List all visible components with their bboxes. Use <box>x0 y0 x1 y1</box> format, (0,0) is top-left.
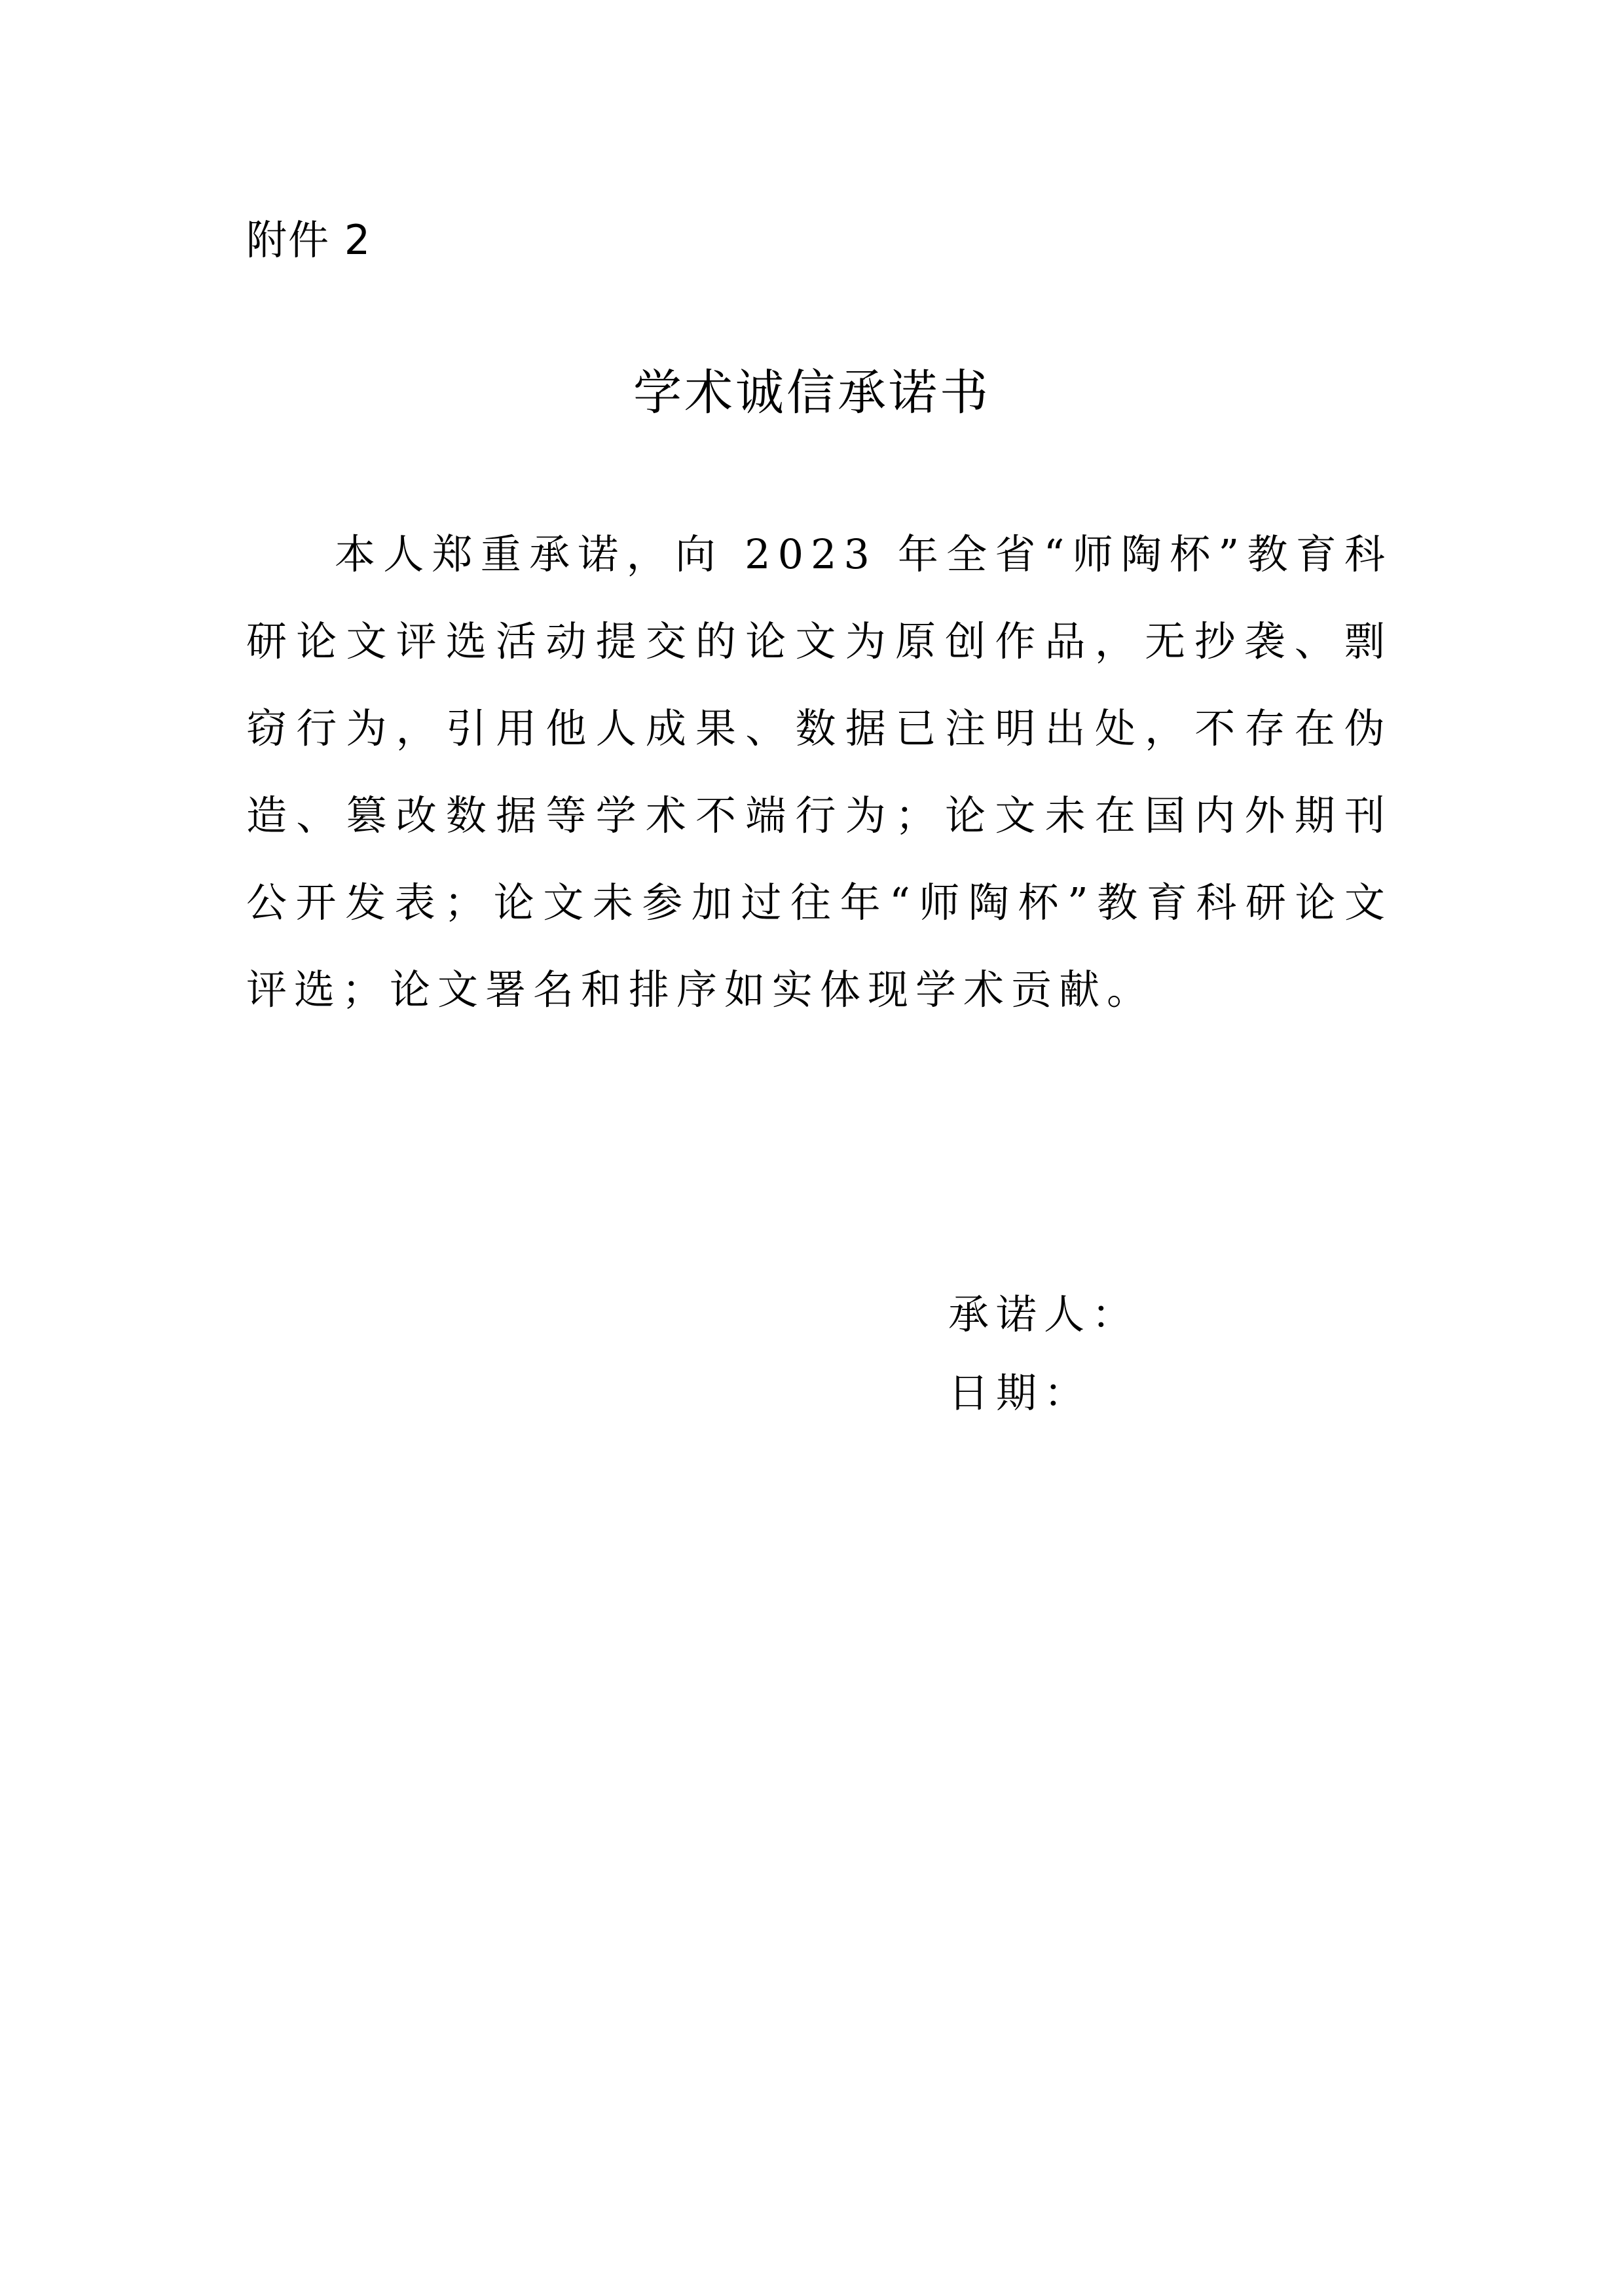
pledge-paragraph: 本人郑重承诺，向 2023 年全省“师陶杯”教育科研论文评选活动提交的论文为原创作品，无抄袭、剽窃行为，引用他人成果、数据已注明出处，不存在伪造、篡改数据等学术不端行为；论文未在国内外期刊公开发表；论文未参加过往年“师陶杯”教育科研论文评选；论文署名和排序如实体现学术贡献。 <box>246 530 1392 1013</box>
document-title: 学术诚信承诺书 <box>633 365 991 421</box>
signatory-label: 承诺人： <box>948 1290 1140 1338</box>
attachment-label: 附件 2 <box>246 216 372 264</box>
signature-block <box>948 1275 1139 1432</box>
date-label: 日期： <box>948 1369 1092 1417</box>
